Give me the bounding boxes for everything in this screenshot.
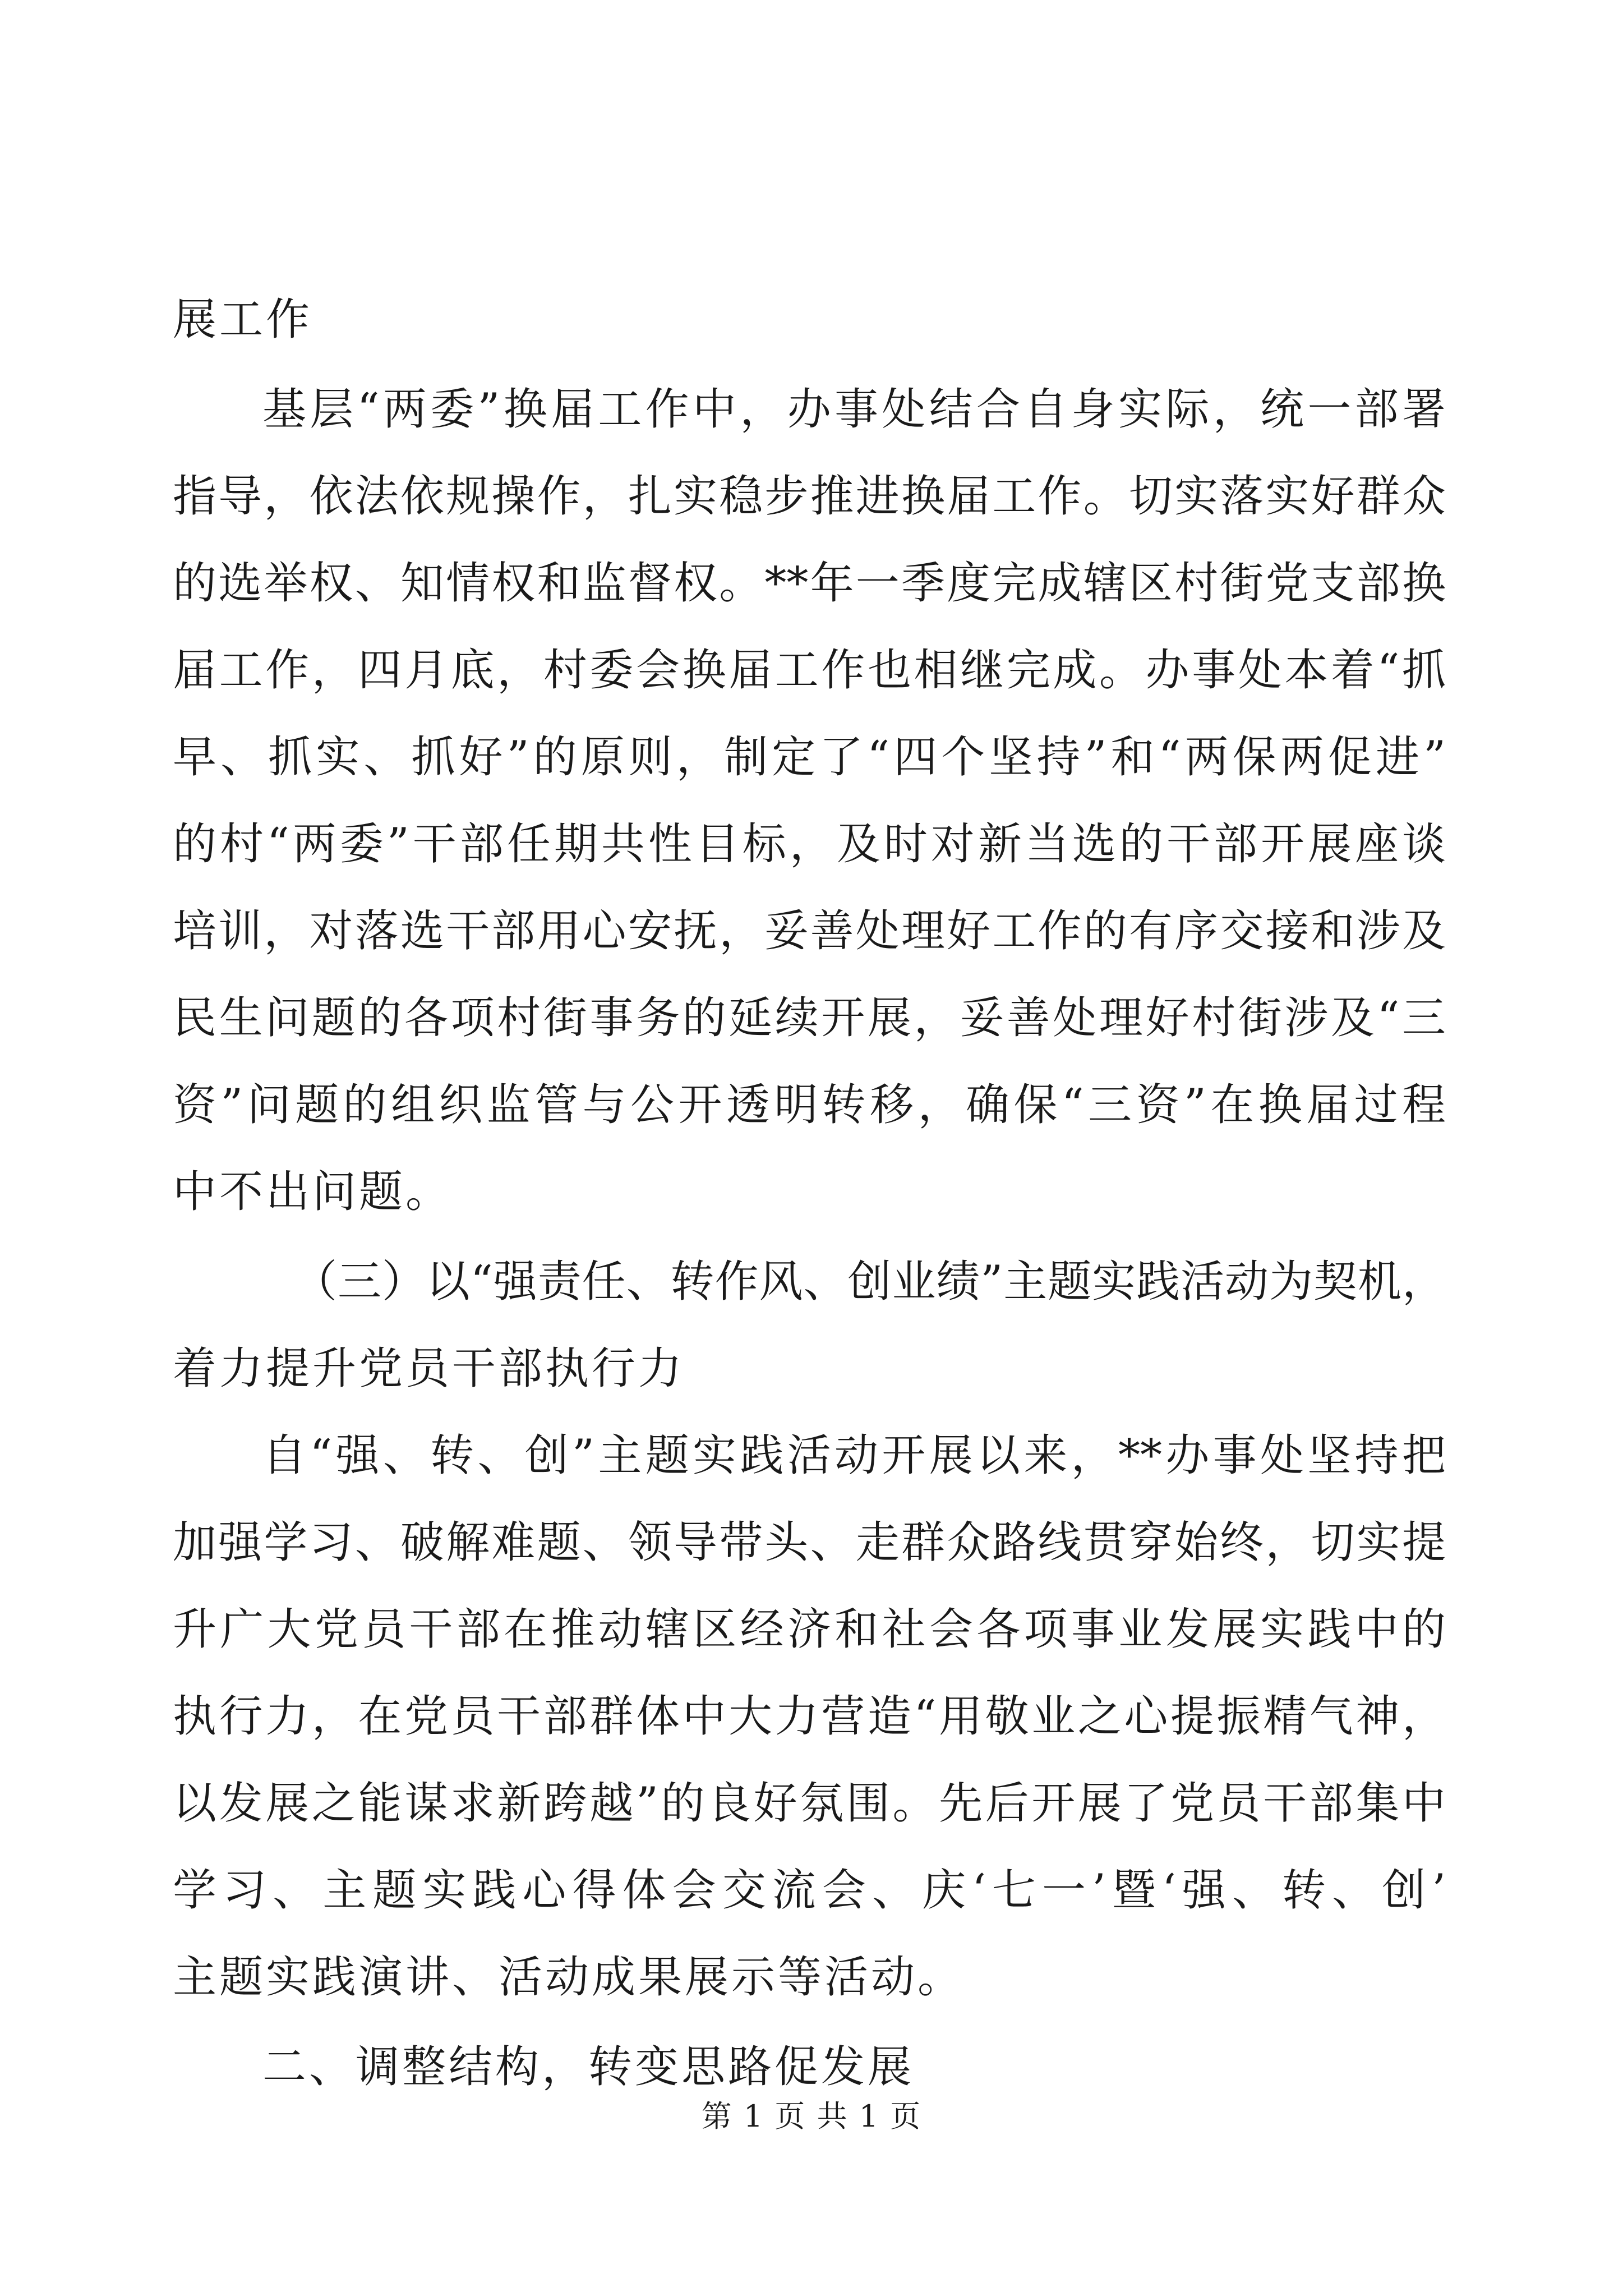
text-line: 学习、主题实践心得体会交流会、庆‘七一’暨‘强、转、创’	[173, 1865, 1446, 1916]
text-line: 培训，对落选干部用心安抚，妥善处理好工作的有序交接和涉及	[173, 906, 1446, 956]
section-heading-line: 二、调整结构，转变思路促发展	[262, 2042, 915, 2092]
text-line: 届工作，四月底，村委会换届工作也相继完成。办事处本着“抓	[173, 645, 1446, 696]
text-line: 加强学习、破解难题、领导带头、走群众路线贯穿始终，切实提	[173, 1517, 1446, 1568]
text-line: 指导，依法依规操作，扎实稳步推进换届工作。切实落实好群众	[173, 471, 1446, 522]
section-heading-line: 着力提升党员干部执行力	[173, 1343, 685, 1394]
text-line: 自“强、转、创”主题实践活动开展以来，**办事处坚持把	[262, 1430, 1446, 1481]
text-line: 展工作	[173, 295, 313, 345]
text-line: 的村“两委”干部任期共性目标，及时对新当选的干部开展座谈	[173, 819, 1446, 869]
text-line: 中不出问题。	[173, 1167, 453, 1217]
page-footer: 第 1 页 共 1 页	[701, 2099, 922, 2134]
text-line: 执行力，在党员干部群体中大力营造“用敬业之心提振精气神，	[173, 1691, 1446, 1742]
section-heading-line: （三）以“强责任、转作风、创业绩”主题实践活动为契机，	[293, 1257, 1446, 1307]
text-line: 的选举权、知情权和监督权。**年一季度完成辖区村街党支部换	[173, 558, 1446, 609]
text-line: 基层“两委”换届工作中，办事处结合自身实际，统一部署	[262, 384, 1446, 435]
text-line: 升广大党员干部在推动辖区经济和社会各项事业发展实践中的	[173, 1604, 1446, 1655]
text-line: 资”问题的组织监管与公开透明转移，确保“三资”在换届过程	[173, 1080, 1446, 1130]
text-line: 民生问题的各项村街事务的延续开展，妥善处理好村街涉及“三	[173, 993, 1446, 1043]
text-line: 以发展之能谋求新跨越”的良好氛围。先后开展了党员干部集中	[173, 1778, 1446, 1829]
text-line: 早、抓实、抓好”的原则，制定了“四个坚持”和“两保两促进”	[173, 732, 1446, 783]
text-line: 主题实践演讲、活动成果展示等活动。	[173, 1952, 965, 2003]
